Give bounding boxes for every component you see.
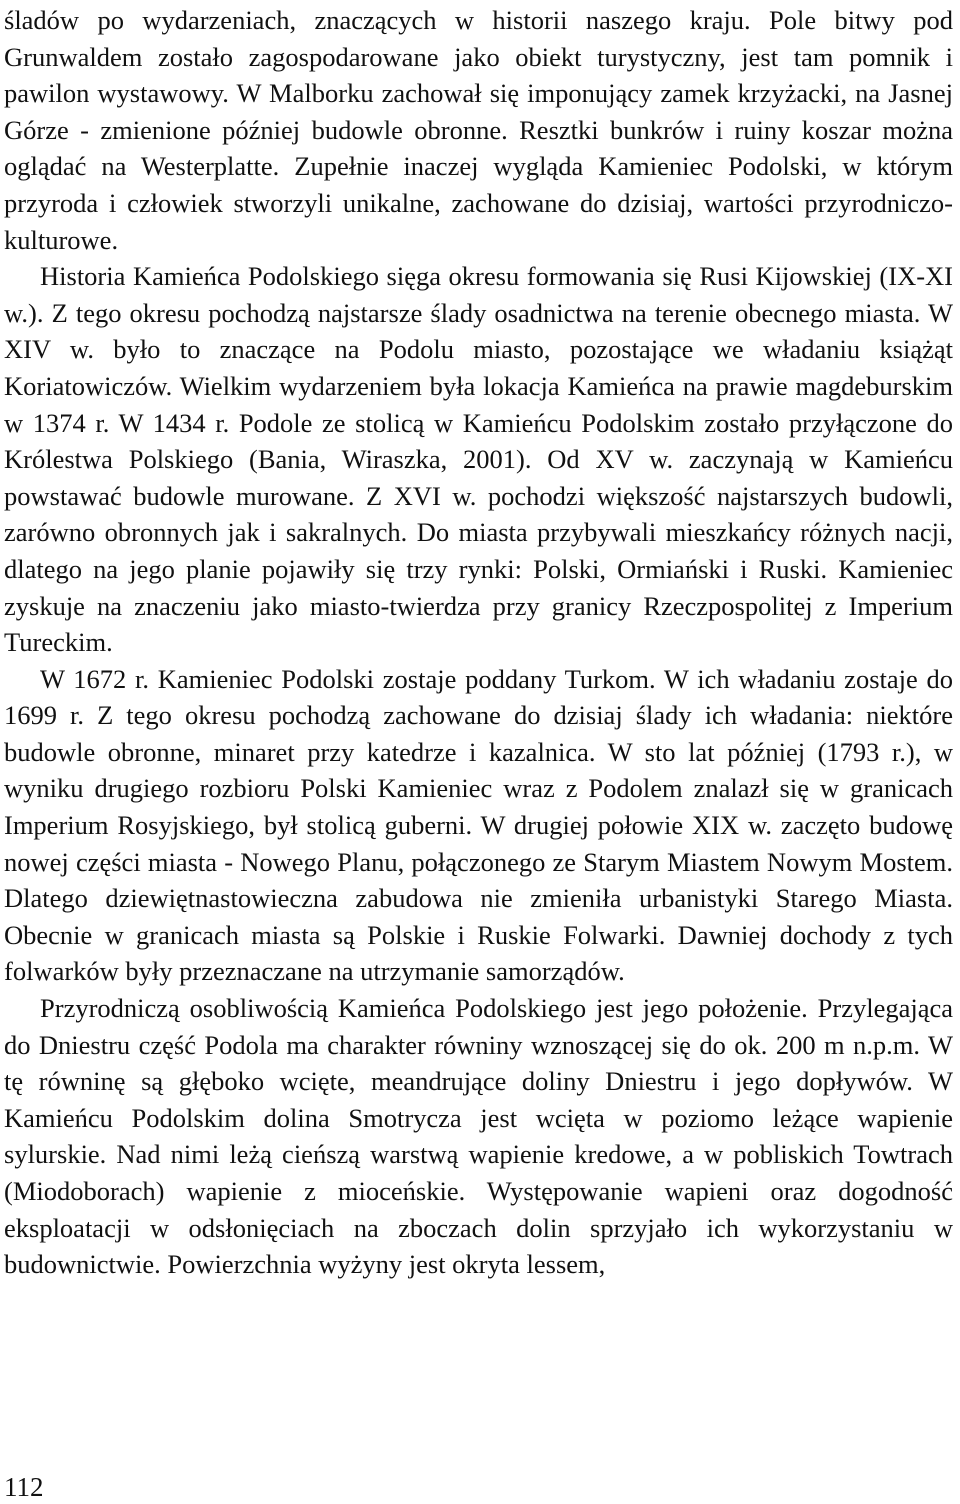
paragraph-natural-setting: Przyrodniczą osobliwością Kamieńca Podolskiego jest jego położenie. Przylegająca do Dniestru część Podola ma charakter równiny wznoszącej się do ok. 200 m n.p.m. W tę równinę są głęboko wcięte, meandrujące doliny Dniestru i jego dopływów. W Kamieńcu Podolskim dolina Smotrycza jest wcięta w poziomo leżące wapienie sylurskie. Nad nimi leżą cieńszą warstwą wapienie kredowe, a w pobliskich Towtrach (Miodoborach) wapienie z mioceńskie. Występowanie wapieni oraz dogodność eksploatacji w odsłonięciach na zboczach dolin sprzyjało ich wykorzystaniu w budownictwie. Powierzchnia wyżyny jest okryta lessem, — [4, 993, 953, 1280]
page-number: 112 — [4, 1472, 44, 1502]
document-page — [4, 2, 953, 1283]
paragraph-continuation: śladów po wydarzeniach, znaczących w historii naszego kraju. Pole bitwy pod Grunwaldem zostało zagospodarowane jako obiekt turystyczny, jest tam pomnik i pawilon wystawowy. W Malborku zachował się imponujący zamek krzyżacki, na Jasnej Górze - zmienione później budowle obronne. Resztki bunkrów i ruiny koszar można oglądać na Westerplatte. Zupełnie inaczej wygląda Kamieniec Podolski, w którym przyroda i człowiek stworzyli unikalne, zachowane do dzisiaj, wartości przyrodniczo-kulturowe. — [4, 5, 953, 255]
paragraph-history: Historia Kamieńca Podolskiego sięga okresu formowania się Rusi Kijowskiej (IX-XI w.). Z tego okresu pochodzą najstarsze ślady osadnictwa na terenie obecnego miasta. W XIV w. było to znaczące na Podolu miasto, pozostające we władaniu książąt Koriatowiczów. Wielkim wydarzeniem była lokacja Kamieńca na prawie magdeburskim w 1374 r. W 1434 r. Podole ze stolicą w Kamieńcu Podolskim zostało przyłączone do Królestwa Polskiego (Bania, Wiraszka, 2001). Od XV w. zaczynają w Kamieńcu powstawać budowle murowane. Z XVI w. pochodzi większość najstarszych budowli, zarówno obronnych jak i sakralnych. Do miasta przybywali mieszkańcy różnych nacji, dlatego na jego planie pojawiły się trzy rynki: Polski, Ormiański i Ruski. Kamieniec zyskuje na znaczeniu jako miasto-twierdza przy granicy Rzeczpospolitej z Imperium Tureckim. — [4, 261, 953, 658]
paragraph-turkish-rule: W 1672 r. Kamieniec Podolski zostaje poddany Turkom. W ich władaniu zostaje do 1699 r. Z tego okresu pochodzą zachowane do dzisiaj ślady ich władania: niektóre budowle obronne, minaret przy katedrze i kazalnica. W sto lat później (1793 r.), w wyniku drugiego rozbioru Polski Kamieniec wraz z Podolem znalazł się w granicach Imperium Rosyjskiego, był stolicą guberni. W drugiej połowie XIX w. zaczęto budowę nowej części miasta - Nowego Planu, połączonego ze Starym Miastem Nowym Mostem. Dlatego dziewiętnastowieczna zabudowa nie zmieniła urbanistyki Starego Miasta. Obecnie w granicach miasta są Polskie i Ruskie Folwarki. Dawniej dochody z tych folwarków były przeznaczane na utrzymanie samorządów. — [4, 663, 953, 987]
